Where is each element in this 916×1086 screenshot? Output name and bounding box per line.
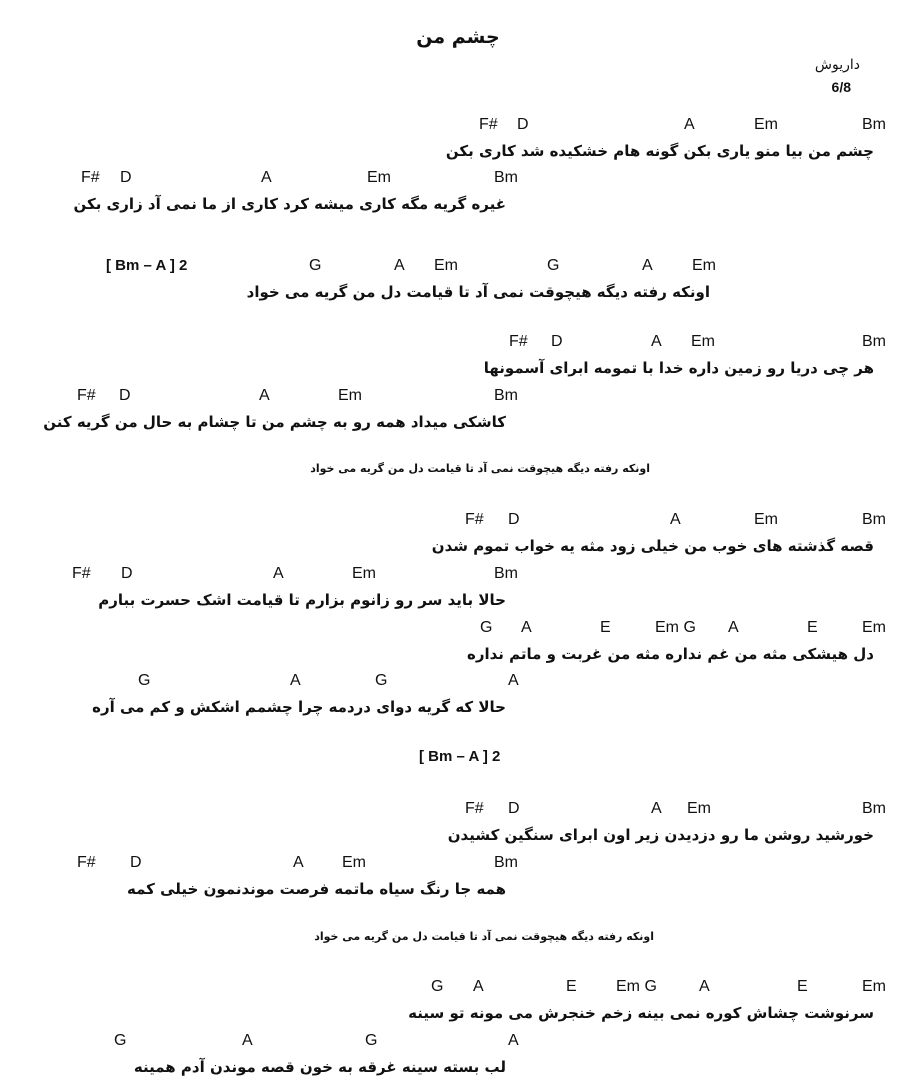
artist-name: داریوش [814, 57, 860, 73]
chord: A [651, 800, 662, 817]
chorus-reference: اونکه رفته دیگه هیچوقت نمی آد تا قیامت دل من گریه می خواد [310, 462, 650, 475]
chord: Em [342, 854, 366, 871]
chord: F# [479, 116, 498, 133]
chord: F# [77, 854, 96, 871]
chord: A [699, 978, 710, 995]
chorus-reference: اونکه رفته دیگه هیچوقت نمی آد تا قیامت دل من گریه می خواد [314, 930, 654, 943]
lyric-line: سرنوشت چشاش کوره نمی بینه زخم خنجرش می مونه تو سینه [408, 1004, 874, 1022]
chord: Em G [616, 978, 657, 995]
chord: E [797, 978, 808, 995]
lyric-line: حالا باید سر رو زانوم بزارم تا قیامت اشک حسرت ببارم [98, 591, 506, 609]
chord: Bm [862, 511, 886, 528]
chord: Em [352, 565, 376, 582]
chord: D [551, 333, 563, 350]
chord: A [642, 257, 653, 274]
chord: F# [72, 565, 91, 582]
chord: Em [754, 116, 778, 133]
lyric-line: چشم من بیا منو یاری بکن گونه هام خشکیده شد کاری بکن [445, 142, 874, 160]
chord: Bm [494, 854, 518, 871]
lyric-line: کاشکی میداد همه رو به چشم من تا چشام به حال من گریه کنن [43, 413, 506, 431]
chord: D [508, 511, 520, 528]
lyric-line: اونکه رفته دیگه هیچوقت نمی آد تا قیامت دل من گریه می خواد [246, 283, 710, 301]
lyric-line: هر چی دریا رو زمین داره خدا با تمومه ابرای آسمونها [483, 359, 874, 377]
chord: F# [465, 511, 484, 528]
chord: G [365, 1032, 378, 1049]
chord: D [517, 116, 529, 133]
chord: Em [754, 511, 778, 528]
chord: Bm [862, 116, 886, 133]
chord: G [547, 257, 560, 274]
chord: A [261, 169, 272, 186]
chord: D [119, 387, 131, 404]
chord: A [394, 257, 405, 274]
chord: G [480, 619, 493, 636]
chord: Em G [655, 619, 696, 636]
chord: Bm [494, 565, 518, 582]
chord: G [309, 257, 322, 274]
chord: D [121, 565, 133, 582]
chord: Em [434, 257, 458, 274]
chord: E [807, 619, 818, 636]
chord: F# [465, 800, 484, 817]
chord: Em [862, 978, 886, 995]
chord: E [600, 619, 611, 636]
chord: Em [692, 257, 716, 274]
repeat-marker: [ Bm – A ] 2 [419, 748, 501, 765]
chord: A [508, 672, 519, 689]
chord: D [120, 169, 132, 186]
chord: Em [862, 619, 886, 636]
chord: Bm [494, 387, 518, 404]
chord: A [651, 333, 662, 350]
chord: D [508, 800, 520, 817]
chord: Em [687, 800, 711, 817]
chord: A [273, 565, 284, 582]
chord: A [259, 387, 270, 404]
chord: G [431, 978, 444, 995]
lyric-line: غیره گریه مگه کاری میشه کرد کاری از ما نمی آد زاری بکن [73, 195, 506, 213]
chord: A [508, 1032, 519, 1049]
repeat-marker: [ Bm – A ] 2 [106, 257, 188, 274]
chord: Em [367, 169, 391, 186]
chord: A [242, 1032, 253, 1049]
chord: A [670, 511, 681, 528]
chord: A [473, 978, 484, 995]
lyric-line: همه جا رنگ سیاه ماتمه فرصت موندنمون خیلی کمه [127, 880, 506, 898]
chord: Bm [494, 169, 518, 186]
chord: Em [691, 333, 715, 350]
lyric-line: لب بسته سینه غرقه به خون قصه موندن آدم همینه [133, 1058, 506, 1076]
chord: A [728, 619, 739, 636]
chord: A [290, 672, 301, 689]
lyric-line: خورشید روشن ما رو دزدیدن زیر اون ابرای سنگین کشیدن [447, 826, 874, 844]
lyric-line: قصه گذشته های خوب من خیلی زود مثه یه خواب تموم شدن [431, 537, 874, 555]
song-title: چشم من [416, 26, 500, 48]
chord: A [293, 854, 304, 871]
chord: E [566, 978, 577, 995]
lyric-line: دل هیشکی مثه من غم نداره مثه من غربت و ماتم نداره [466, 645, 874, 663]
chord: G [375, 672, 388, 689]
chord: G [138, 672, 151, 689]
chord: F# [509, 333, 528, 350]
chord: F# [81, 169, 100, 186]
time-signature: 6/8 [831, 79, 851, 95]
chord: G [114, 1032, 127, 1049]
chord: D [130, 854, 142, 871]
chord: A [521, 619, 532, 636]
lyric-line: حالا که گریه دوای دردمه چرا چشمم اشکش و کم می آره [92, 698, 506, 716]
chord: Em [338, 387, 362, 404]
chord: A [684, 116, 695, 133]
chord: Bm [862, 800, 886, 817]
chord: F# [77, 387, 96, 404]
chord: Bm [862, 333, 886, 350]
